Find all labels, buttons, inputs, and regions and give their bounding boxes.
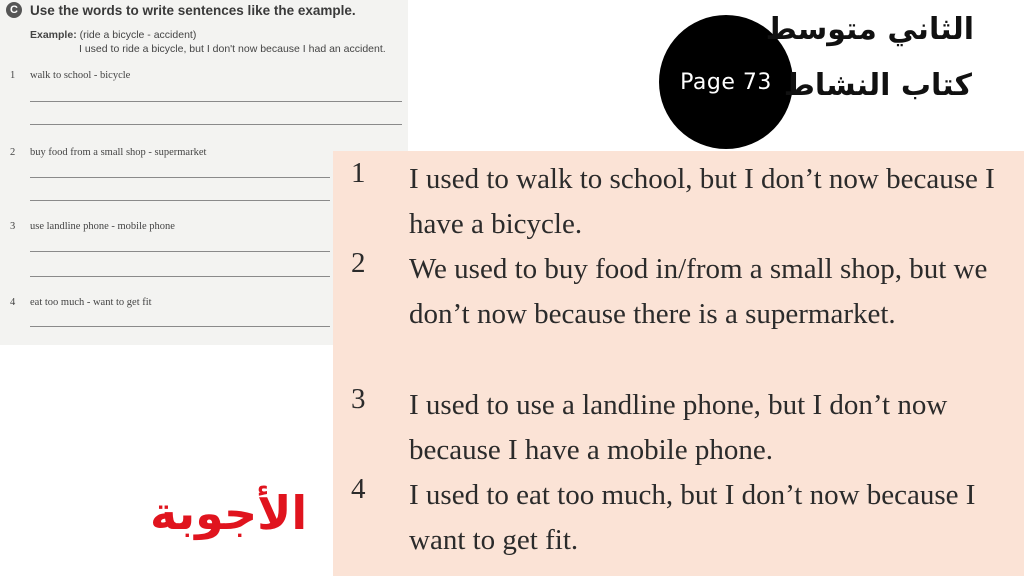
answers-heading: الأجوبة xyxy=(150,486,308,540)
answer-number: 2 xyxy=(351,247,366,279)
answer-text: We used to buy food in/from a small shop, but we don’t now because there is a supermarket. xyxy=(409,253,988,330)
answer-number: 4 xyxy=(351,473,366,505)
answer-line xyxy=(30,200,330,201)
example-sentence: I used to ride a bicycle, but I don't now because I had an accident. xyxy=(79,43,386,55)
page-number-label: Page 73 xyxy=(680,69,772,95)
answer-line xyxy=(30,251,330,252)
answer-line xyxy=(30,177,330,178)
example-prompt: (ride a bicycle - accident) xyxy=(79,29,197,41)
exercise-badge: C xyxy=(6,2,22,18)
item-prompt: walk to school - bicycle xyxy=(30,70,131,81)
item-number: 4 xyxy=(10,297,16,308)
answers-panel xyxy=(333,151,1024,576)
worksheet-example xyxy=(30,28,386,56)
item-prompt: buy food from a small shop - supermarket xyxy=(30,147,207,158)
answer-number: 3 xyxy=(351,383,366,415)
answer-text: I used to walk to school, but I don’t now because I have a bicycle. xyxy=(409,163,995,240)
item-prompt: eat too much - want to get fit xyxy=(30,297,152,308)
example-label: Example: xyxy=(30,29,77,41)
item-prompt: use landline phone - mobile phone xyxy=(30,221,175,232)
item-number: 3 xyxy=(10,221,16,232)
item-number: 2 xyxy=(10,147,16,158)
answer-number: 1 xyxy=(351,157,366,189)
answer-line xyxy=(30,101,402,102)
answer-line xyxy=(30,124,402,125)
answer-line xyxy=(30,276,330,277)
answer-text: I used to eat too much, but I don’t now because I want to get fit. xyxy=(409,479,976,556)
item-number: 1 xyxy=(10,70,16,81)
grade-title: الثاني متوسط xyxy=(765,12,974,47)
book-title: كتاب النشاط xyxy=(783,68,972,103)
worksheet-header xyxy=(6,2,356,18)
answer-line xyxy=(30,326,330,327)
worksheet-instruction: Use the words to write sentences like the example. xyxy=(30,2,356,18)
answer-text: I used to use a landline phone, but I don’t now because I have a mobile phone. xyxy=(409,389,948,466)
